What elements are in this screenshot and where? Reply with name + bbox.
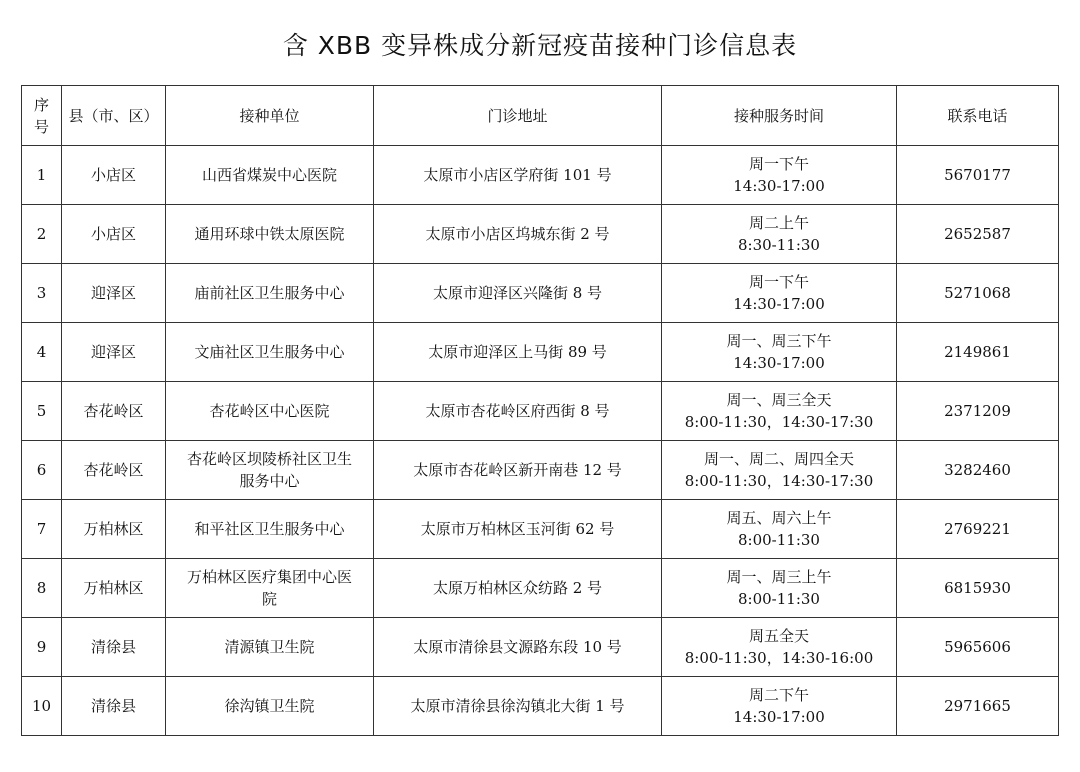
- table-row: [22, 441, 1059, 500]
- header-time: 接种服务时间: [662, 86, 897, 146]
- time-hours: 8:30-11:30: [738, 236, 820, 254]
- cell-seq: 8: [22, 559, 62, 618]
- cell-county: 清徐县: [62, 677, 166, 736]
- cell-time: [662, 205, 897, 264]
- header-unit: 接种单位: [166, 86, 374, 146]
- cell-time: [662, 441, 897, 500]
- time-day: 周一、周三上午: [726, 568, 832, 586]
- cell-address: 太原市小店区坞城东街 2 号: [374, 205, 662, 264]
- cell-phone: 2971665: [897, 677, 1059, 736]
- cell-seq: 4: [22, 323, 62, 382]
- header-address: 门诊地址: [374, 86, 662, 146]
- cell-county: 杏花岭区: [62, 382, 166, 441]
- cell-time: [662, 677, 897, 736]
- time-hours: 14:30-17:00: [733, 177, 825, 195]
- cell-unit: 徐沟镇卫生院: [166, 677, 374, 736]
- time-day: 周五、周六上午: [726, 509, 832, 527]
- time-hours: 14:30-17:00: [733, 295, 825, 313]
- cell-address: 太原市万柏林区玉河街 62 号: [374, 500, 662, 559]
- time-day: 周五全天: [748, 627, 809, 645]
- cell-unit: 杏花岭区坝陵桥社区卫生服务中心: [166, 441, 374, 500]
- time-day: 周二上午: [748, 214, 809, 232]
- table-header-row: [22, 86, 1059, 146]
- cell-phone: 6815930: [897, 559, 1059, 618]
- header-seq: 序号: [22, 86, 62, 146]
- cell-unit: 万柏林区医疗集团中心医院: [166, 559, 374, 618]
- cell-address: 太原市小店区学府街 101 号: [374, 146, 662, 205]
- table-row: [22, 205, 1059, 264]
- time-hours: 14:30-17:00: [733, 708, 825, 726]
- cell-address: 太原万柏林区众纺路 2 号: [374, 559, 662, 618]
- cell-phone: 3282460: [897, 441, 1059, 500]
- time-hours: 8:00-11:30: [738, 590, 820, 608]
- table-row: [22, 146, 1059, 205]
- cell-seq: 5: [22, 382, 62, 441]
- table-row: [22, 559, 1059, 618]
- header-county: 县（市、区）: [62, 86, 166, 146]
- cell-address: 太原市杏花岭区府西街 8 号: [374, 382, 662, 441]
- cell-address: 太原市迎泽区兴隆街 8 号: [374, 264, 662, 323]
- cell-county: 小店区: [62, 146, 166, 205]
- cell-seq: 2: [22, 205, 62, 264]
- cell-unit: 通用环球中铁太原医院: [166, 205, 374, 264]
- clinic-info-table: [21, 85, 1059, 736]
- table-row: [22, 264, 1059, 323]
- cell-time: [662, 500, 897, 559]
- cell-seq: 6: [22, 441, 62, 500]
- time-hours: 8:00-11:30，14:30-16:00: [684, 649, 874, 667]
- cell-county: 迎泽区: [62, 323, 166, 382]
- table-row: [22, 618, 1059, 677]
- cell-address: 太原市杏花岭区新开南巷 12 号: [374, 441, 662, 500]
- cell-time: [662, 618, 897, 677]
- cell-seq: 10: [22, 677, 62, 736]
- cell-unit: 清源镇卫生院: [166, 618, 374, 677]
- cell-phone: 5965606: [897, 618, 1059, 677]
- cell-phone: 5271068: [897, 264, 1059, 323]
- time-hours: 8:00-11:30: [738, 531, 820, 549]
- table-row: [22, 677, 1059, 736]
- cell-county: 迎泽区: [62, 264, 166, 323]
- cell-seq: 3: [22, 264, 62, 323]
- cell-county: 小店区: [62, 205, 166, 264]
- cell-unit: 杏花岭区中心医院: [166, 382, 374, 441]
- page-title: 含 XBB 变异株成分新冠疫苗接种门诊信息表: [282, 31, 798, 60]
- cell-time: [662, 323, 897, 382]
- time-hours: 8:00-11:30，14:30-17:30: [684, 472, 874, 490]
- cell-phone: 2149861: [897, 323, 1059, 382]
- time-day: 周一、周三下午: [726, 332, 832, 350]
- cell-seq: 7: [22, 500, 62, 559]
- cell-address: 太原市清徐县文源路东段 10 号: [374, 618, 662, 677]
- cell-unit: 庙前社区卫生服务中心: [166, 264, 374, 323]
- time-day: 周二下午: [748, 686, 809, 704]
- time-day: 周一、周二、周四全天: [703, 450, 854, 468]
- time-day: 周一、周三全天: [726, 391, 832, 409]
- cell-phone: 2652587: [897, 205, 1059, 264]
- time-day: 周一下午: [748, 273, 809, 291]
- cell-time: [662, 264, 897, 323]
- time-hours: 14:30-17:00: [733, 354, 825, 372]
- cell-phone: 2371209: [897, 382, 1059, 441]
- cell-county: 杏花岭区: [62, 441, 166, 500]
- cell-address: 太原市清徐县徐沟镇北大街 1 号: [374, 677, 662, 736]
- cell-phone: 2769221: [897, 500, 1059, 559]
- cell-unit: 文庙社区卫生服务中心: [166, 323, 374, 382]
- cell-county: 万柏林区: [62, 500, 166, 559]
- cell-seq: 1: [22, 146, 62, 205]
- table-row: [22, 323, 1059, 382]
- time-day: 周一下午: [748, 155, 809, 173]
- cell-county: 万柏林区: [62, 559, 166, 618]
- cell-county: 清徐县: [62, 618, 166, 677]
- table-row: [22, 500, 1059, 559]
- cell-address: 太原市迎泽区上马街 89 号: [374, 323, 662, 382]
- cell-time: [662, 382, 897, 441]
- header-phone: 联系电话: [897, 86, 1059, 146]
- cell-unit: 山西省煤炭中心医院: [166, 146, 374, 205]
- cell-time: [662, 146, 897, 205]
- cell-seq: 9: [22, 618, 62, 677]
- table-row: [22, 382, 1059, 441]
- cell-time: [662, 559, 897, 618]
- time-hours: 8:00-11:30，14:30-17:30: [684, 413, 874, 431]
- cell-unit: 和平社区卫生服务中心: [166, 500, 374, 559]
- cell-phone: 5670177: [897, 146, 1059, 205]
